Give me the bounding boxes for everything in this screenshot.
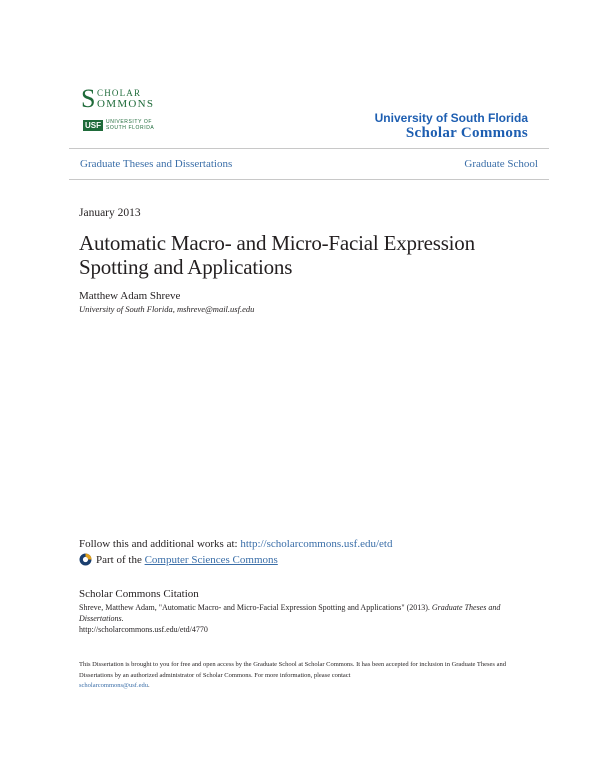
computer-sciences-commons-link[interactable]: Computer Sciences Commons xyxy=(144,553,278,566)
network-commons-icon xyxy=(79,553,92,566)
notice-end: . xyxy=(148,682,150,689)
logo-library-line: UNIVERSITY OF xyxy=(106,119,153,125)
citation-heading: Scholar Commons Citation xyxy=(79,588,199,600)
logo-top-text: CHOLAR xyxy=(97,88,142,98)
scholar-commons-logo xyxy=(81,86,161,138)
part-prefix: Part of the xyxy=(96,553,142,566)
logo-library-text xyxy=(106,119,162,131)
notice-text: This Dissertation is brought to you for free and open access by the Graduate School at Scholar Commons. It has been accepted for inclusion in Graduate Theses and Dissertations by an authorized administrator of Scholar Commons. For more information, please contact xyxy=(79,661,506,679)
affiliation-name: University of South Florida xyxy=(79,304,173,314)
follow-line xyxy=(79,538,392,550)
logo-bottom-text: OMMONS xyxy=(97,98,155,110)
logo-initial: S xyxy=(81,84,96,113)
top-divider xyxy=(69,148,549,149)
bottom-divider xyxy=(69,179,549,180)
access-notice xyxy=(79,660,529,692)
department-link[interactable]: Graduate School xyxy=(464,158,538,170)
document-title: Automatic Macro- and Micro-Facial Expression Spotting and Applications xyxy=(79,231,475,279)
part-of-line xyxy=(79,553,278,566)
contact-email-link[interactable]: scholarcommons@usf.edu xyxy=(79,682,148,689)
citation-url-link[interactable]: http://scholarcommons.usf.edu/etd/4770 xyxy=(79,625,208,634)
author-name: Matthew Adam Shreve xyxy=(79,290,181,302)
author-email: , mshreve@mail.usf.edu xyxy=(172,304,255,314)
citation-text xyxy=(79,602,529,635)
author-affiliation xyxy=(79,304,254,314)
follow-prefix: Follow this and additional works at: xyxy=(79,538,241,550)
publication-date: January 2013 xyxy=(79,207,141,219)
usf-badge: USF xyxy=(85,121,101,130)
repository-name-link[interactable]: Scholar Commons xyxy=(405,125,528,141)
citation-series: Graduate Theses and Dissertations. xyxy=(79,603,501,623)
citation-plain: Shreve, Matthew Adam, "Automatic Macro- and Micro-Facial Expression Spotting and Applications" (2013). xyxy=(79,603,432,612)
repository-url-link[interactable]: http://scholarcommons.usf.edu/etd xyxy=(240,538,393,550)
logo-library-line: SOUTH FLORIDA xyxy=(106,125,155,131)
university-name-link[interactable]: University of South Florida xyxy=(374,111,528,125)
collection-link[interactable]: Graduate Theses and Dissertations xyxy=(80,158,233,170)
